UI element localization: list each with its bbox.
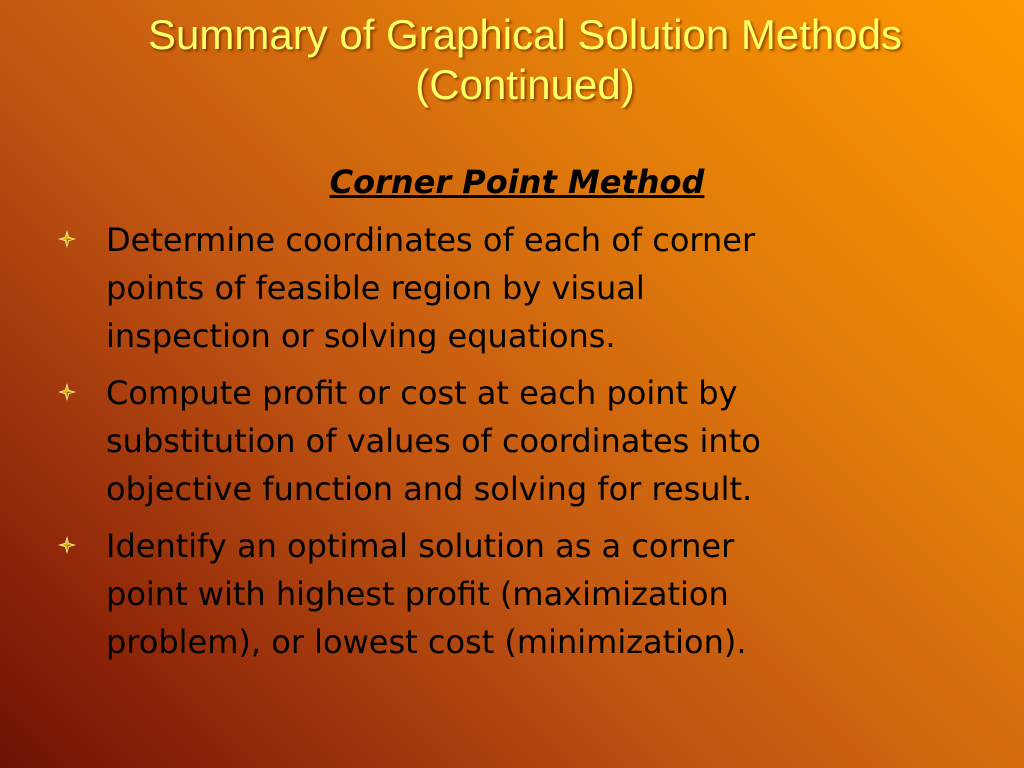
bullet-line: problem), or lowest cost (minimization).: [106, 623, 747, 661]
bullet-line: points of feasible region by visual: [106, 269, 645, 307]
subheading: Corner Point Method: [329, 163, 705, 201]
bullet-item: [58, 522, 958, 666]
bullet-line: Compute profit or cost at each point by: [106, 374, 738, 412]
diamond-star-bullet-icon: [58, 383, 76, 401]
title-line-2: (Continued): [415, 61, 635, 108]
bullet-line: Identify an optimal solution as a corner: [106, 527, 735, 565]
bullet-item: [58, 216, 958, 360]
bullet-list: [58, 216, 958, 675]
title-line-1: Summary of Graphical Solution Methods: [147, 11, 902, 58]
bullet-line: substitution of values of coordinates into: [106, 422, 761, 460]
diamond-star-bullet-icon: [58, 230, 76, 248]
bullet-line: objective function and solving for result.: [106, 470, 753, 508]
bullet-line: Determine coordinates of each of corner: [106, 221, 756, 259]
bullet-line: point with highest profit (maximization: [106, 575, 729, 613]
bullet-line: inspection or solving equations.: [106, 317, 616, 355]
bullet-item: [58, 369, 958, 513]
slide-title: [60, 10, 990, 110]
diamond-star-bullet-icon: [58, 536, 76, 554]
